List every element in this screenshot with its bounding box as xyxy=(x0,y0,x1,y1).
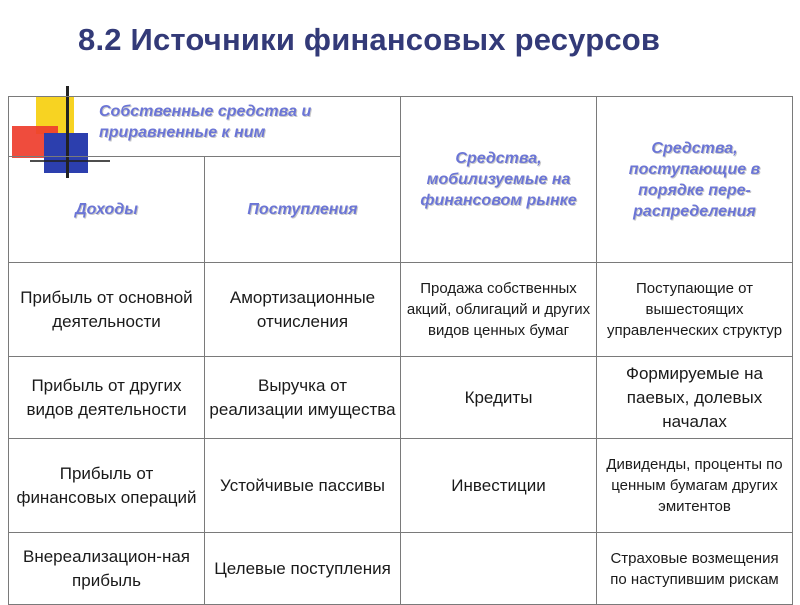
table-cell: Поступающие от вышестоящих управленческих структур xyxy=(597,263,793,357)
table-cell: Целевые поступления xyxy=(205,533,401,605)
table-row xyxy=(9,439,793,533)
table-cell: Выручка от реализации имущества xyxy=(205,357,401,439)
header-income: Доходы xyxy=(9,157,205,263)
table-row xyxy=(9,357,793,439)
header-redistribution-funds: Средства, поступающие в порядке пере-распределения xyxy=(597,97,793,263)
table-cell xyxy=(401,533,597,605)
table-row xyxy=(9,533,793,605)
table-cell: Страховые возмещения по наступившим рискам xyxy=(597,533,793,605)
table-cell: Прибыль от финансовых операций xyxy=(9,439,205,533)
table-cell: Формируемые на паевых, долевых началах xyxy=(597,357,793,439)
table-cell: Инвестиции xyxy=(401,439,597,533)
table-cell: Прибыль от основной деятельности xyxy=(9,263,205,357)
header-market-funds: Средства, мобилизуемые на финансовом рынке xyxy=(401,97,597,263)
header-receipts: Поступления xyxy=(205,157,401,263)
table-cell: Кредиты xyxy=(401,357,597,439)
page-title: 8.2 Источники финансовых ресурсов xyxy=(78,22,661,57)
table-cell: Амортизационные отчисления xyxy=(205,263,401,357)
table-row xyxy=(9,263,793,357)
table-cell: Прибыль от других видов деятельности xyxy=(9,357,205,439)
table-cell: Дивиденды, проценты по ценным бумагам других эмитентов xyxy=(597,439,793,533)
table-cell: Продажа собственных акций, облигаций и других видов ценных бумаг xyxy=(401,263,597,357)
sources-table xyxy=(8,96,793,605)
table-cell: Внереализацион-ная прибыль xyxy=(9,533,205,605)
header-row-1 xyxy=(9,97,793,157)
header-own-funds: Собственные средства и приравненные к ним xyxy=(9,97,401,157)
table-cell: Устойчивые пассивы xyxy=(205,439,401,533)
